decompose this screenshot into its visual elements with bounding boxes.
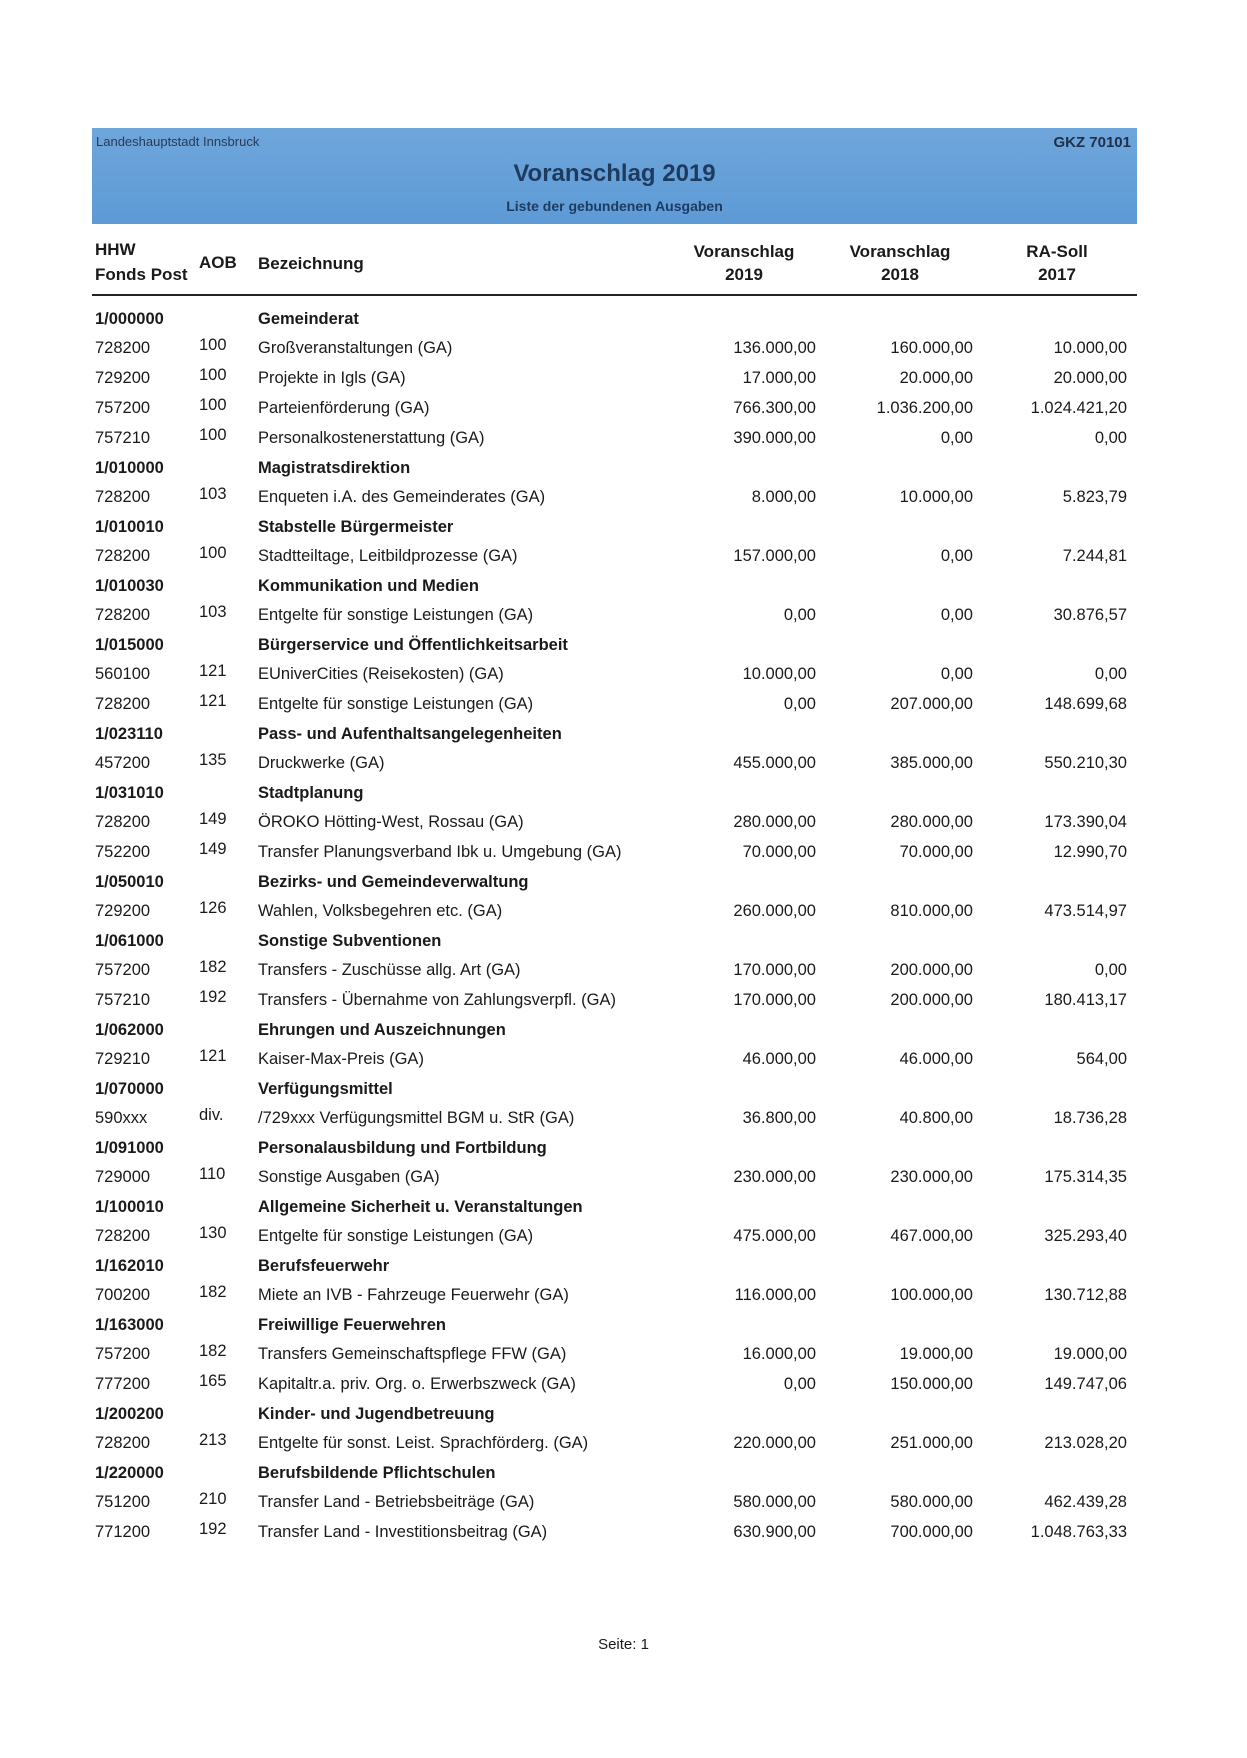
bezeichnung-cell: Entgelte für sonstige Leistungen (GA) — [258, 1227, 534, 1245]
table-row — [92, 1164, 1137, 1194]
table-row — [92, 335, 1137, 365]
ra-soll-2017-cell: 30.876,57 — [1053, 606, 1127, 624]
fonds-post-cell: 777200 — [95, 1375, 151, 1393]
bezeichnung-cell: Transfer Land - Investitionsbeitrag (GA) — [258, 1523, 548, 1541]
voranschlag-2019-cell: 136.000,00 — [733, 339, 816, 357]
fonds-post-cell: 751200 — [95, 1493, 151, 1511]
fonds-post-cell: 560100 — [95, 665, 151, 683]
fonds-post-cell: 757210 — [95, 991, 151, 1009]
bezeichnung-cell: Entgelte für sonstige Leistungen (GA) — [258, 695, 534, 713]
ra-soll-2017-cell: 148.699,68 — [1044, 695, 1127, 713]
ra-soll-2017-cell: 325.293,40 — [1044, 1227, 1127, 1245]
bezeichnung-cell: Bürgerservice und Öffentlichkeitsarbeit — [258, 636, 568, 654]
fonds-post-cell: 457200 — [95, 754, 151, 772]
column-voranschlag-2018 — [820, 240, 980, 286]
voranschlag-2019-cell: 46.000,00 — [742, 1050, 816, 1068]
section-row — [92, 1253, 1137, 1282]
section-row — [92, 1460, 1137, 1489]
bezeichnung-cell: Stadtteiltage, Leitbildprozesse (GA) — [258, 547, 518, 565]
voranschlag-2018-cell: 19.000,00 — [899, 1345, 973, 1363]
aob-cell: 121 — [199, 1047, 227, 1065]
voranschlag-2018-cell: 810.000,00 — [890, 902, 973, 920]
column-voranschlag-2019 — [664, 240, 824, 286]
bezeichnung-cell: Pass- und Aufenthaltsangelegenheiten — [258, 725, 562, 743]
voranschlag-2019-cell: 475.000,00 — [733, 1227, 816, 1245]
fonds-post-cell: 1/061000 — [95, 932, 164, 950]
fonds-post-cell: 1/031010 — [95, 784, 164, 802]
column-year: 2018 — [881, 265, 919, 284]
fonds-post-cell: 728200 — [95, 547, 151, 565]
bezeichnung-cell: Enqueten i.A. des Gemeinderates (GA) — [258, 488, 546, 506]
fonds-post-cell: 728200 — [95, 1227, 151, 1245]
column-ra-soll-2017 — [977, 240, 1137, 286]
table-row — [92, 1489, 1137, 1519]
bezeichnung-cell: Stadtplanung — [258, 784, 364, 802]
voranschlag-2019-cell: 220.000,00 — [733, 1434, 816, 1452]
bezeichnung-cell: Entgelte für sonstige Leistungen (GA) — [258, 606, 534, 624]
bezeichnung-cell: Berufsbildende Pflichtschulen — [258, 1464, 496, 1482]
voranschlag-2018-cell: 207.000,00 — [890, 695, 973, 713]
section-row — [92, 1076, 1137, 1105]
fonds-post-cell: 728200 — [95, 488, 151, 506]
table-row — [92, 1046, 1137, 1076]
voranschlag-2018-cell: 70.000,00 — [899, 843, 973, 861]
fonds-post-cell: 1/010030 — [95, 577, 164, 595]
fonds-post-cell: 729200 — [95, 369, 151, 387]
table-row — [92, 691, 1137, 721]
bezeichnung-cell: ÖROKO Hötting-West, Rossau (GA) — [258, 813, 524, 831]
bezeichnung-cell: Entgelte für sonst. Leist. Sprachförderg. (GA) — [258, 1434, 589, 1452]
ra-soll-2017-cell: 0,00 — [1094, 665, 1127, 683]
voranschlag-2019-cell: 0,00 — [783, 606, 816, 624]
table-row — [92, 1223, 1137, 1253]
column-fonds-post: Fonds Post — [95, 265, 188, 284]
voranschlag-2018-cell: 1.036.200,00 — [876, 399, 973, 417]
bezeichnung-cell: Druckwerke (GA) — [258, 754, 385, 772]
section-row — [92, 573, 1137, 602]
section-row — [92, 928, 1137, 957]
voranschlag-2019-cell: 36.800,00 — [742, 1109, 816, 1127]
ra-soll-2017-cell: 149.747,06 — [1044, 1375, 1127, 1393]
column-label: Voranschlag — [693, 242, 795, 261]
organization-name: Landeshauptstadt Innsbruck — [96, 134, 260, 149]
bezeichnung-cell: Magistratsdirektion — [258, 459, 411, 477]
bezeichnung-cell: Wahlen, Volksbegehren etc. (GA) — [258, 902, 503, 920]
voranschlag-2018-cell: 200.000,00 — [890, 961, 973, 979]
aob-cell: 103 — [199, 603, 227, 621]
aob-cell: 126 — [199, 899, 227, 917]
column-hhw: HHW — [95, 240, 136, 259]
section-row — [92, 1017, 1137, 1046]
bezeichnung-cell: Personalausbildung und Fortbildung — [258, 1139, 547, 1157]
table-row — [92, 1105, 1137, 1135]
ra-soll-2017-cell: 173.390,04 — [1044, 813, 1127, 831]
voranschlag-2018-cell: 0,00 — [940, 429, 973, 447]
bezeichnung-cell: Sonstige Subventionen — [258, 932, 442, 950]
gkz-code: GKZ 70101 — [1053, 134, 1131, 151]
fonds-post-cell: 1/023110 — [95, 725, 163, 743]
fonds-post-cell: 590xxx — [95, 1109, 148, 1127]
section-row — [92, 721, 1137, 750]
ra-soll-2017-cell: 564,00 — [1076, 1050, 1127, 1068]
table-row — [92, 750, 1137, 780]
bezeichnung-cell: Kapitaltr.a. priv. Org. o. Erwerbszweck (GA) — [258, 1375, 576, 1393]
table-row — [92, 484, 1137, 514]
ra-soll-2017-cell: 473.514,97 — [1044, 902, 1127, 920]
voranschlag-2018-cell: 700.000,00 — [890, 1523, 973, 1541]
voranschlag-2019-cell: 280.000,00 — [733, 813, 816, 831]
fonds-post-cell: 728200 — [95, 1434, 151, 1452]
aob-cell: 149 — [199, 810, 227, 828]
bezeichnung-cell: Transfer Planungsverband Ibk u. Umgebung (GA) — [258, 843, 622, 861]
bezeichnung-cell: Ehrungen und Auszeichnungen — [258, 1021, 506, 1039]
fonds-post-cell: 728200 — [95, 606, 151, 624]
table-row — [92, 809, 1137, 839]
voranschlag-2018-cell: 46.000,00 — [899, 1050, 973, 1068]
bezeichnung-cell: Transfers - Übernahme von Zahlungsverpfl. (GA) — [258, 991, 616, 1009]
fonds-post-cell: 1/200200 — [95, 1405, 164, 1423]
table-row — [92, 395, 1137, 425]
table-row — [92, 839, 1137, 869]
bezeichnung-cell: Transfer Land - Betriebsbeiträge (GA) — [258, 1493, 535, 1511]
aob-cell: 192 — [199, 988, 227, 1006]
bezeichnung-cell: Freiwillige Feuerwehren — [258, 1316, 446, 1334]
fonds-post-cell: 1/050010 — [95, 873, 164, 891]
fonds-post-cell: 1/091000 — [95, 1139, 164, 1157]
section-row — [92, 632, 1137, 661]
voranschlag-2019-cell: 116.000,00 — [734, 1286, 816, 1304]
table-row — [92, 898, 1137, 928]
voranschlag-2018-cell: 230.000,00 — [890, 1168, 973, 1186]
bezeichnung-cell: Berufsfeuerwehr — [258, 1257, 390, 1275]
ra-soll-2017-cell: 0,00 — [1094, 961, 1127, 979]
aob-cell: 165 — [199, 1372, 227, 1390]
aob-cell: 100 — [199, 426, 227, 444]
bezeichnung-cell: Bezirks- und Gemeindeverwaltung — [258, 873, 529, 891]
document-title: Voranschlag 2019 — [513, 160, 716, 187]
column-year: 2019 — [725, 265, 763, 284]
fonds-post-cell: 757200 — [95, 1345, 151, 1363]
ra-soll-2017-cell: 5.823,79 — [1062, 488, 1127, 506]
aob-cell: 182 — [199, 1283, 227, 1301]
voranschlag-2019-cell: 10.000,00 — [742, 665, 816, 683]
section-row — [92, 1135, 1137, 1164]
voranschlag-2019-cell: 0,00 — [783, 695, 816, 713]
section-row — [92, 306, 1137, 335]
fonds-post-cell: 728200 — [95, 813, 151, 831]
fonds-post-cell: 1/015000 — [95, 636, 164, 654]
ra-soll-2017-cell: 175.314,35 — [1044, 1168, 1127, 1186]
bezeichnung-cell: Projekte in Igls (GA) — [258, 369, 406, 387]
ra-soll-2017-cell: 213.028,20 — [1044, 1434, 1127, 1452]
table-row — [92, 1519, 1137, 1549]
voranschlag-2019-cell: 230.000,00 — [733, 1168, 816, 1186]
ra-soll-2017-cell: 7.244,81 — [1062, 547, 1127, 565]
section-row — [92, 1401, 1137, 1430]
aob-cell: div. — [199, 1106, 224, 1124]
column-aob: AOB — [199, 253, 237, 272]
bezeichnung-cell: Stabstelle Bürgermeister — [258, 518, 454, 536]
table-row — [92, 1430, 1137, 1460]
bezeichnung-cell: EUniverCities (Reisekosten) (GA) — [258, 665, 504, 683]
voranschlag-2019-cell: 455.000,00 — [733, 754, 816, 772]
aob-cell: 100 — [199, 336, 227, 354]
ra-soll-2017-cell: 12.990,70 — [1053, 843, 1127, 861]
bezeichnung-cell: Kaiser-Max-Preis (GA) — [258, 1050, 424, 1068]
fonds-post-cell: 757210 — [95, 429, 151, 447]
aob-cell: 103 — [199, 485, 227, 503]
ra-soll-2017-cell: 462.439,28 — [1044, 1493, 1127, 1511]
fonds-post-cell: 771200 — [95, 1523, 151, 1541]
voranschlag-2018-cell: 160.000,00 — [890, 339, 973, 357]
voranschlag-2019-cell: 580.000,00 — [733, 1493, 816, 1511]
voranschlag-2018-cell: 10.000,00 — [899, 488, 973, 506]
fonds-post-cell: 1/100010 — [95, 1198, 164, 1216]
voranschlag-2018-cell: 280.000,00 — [890, 813, 973, 831]
voranschlag-2019-cell: 70.000,00 — [742, 843, 816, 861]
fonds-post-cell: 1/163000 — [95, 1316, 164, 1334]
budget-table-body — [92, 306, 1137, 1549]
fonds-post-cell: 729200 — [95, 902, 151, 920]
voranschlag-2019-cell: 170.000,00 — [733, 961, 816, 979]
column-label: RA-Soll — [1026, 242, 1088, 261]
header-divider — [92, 294, 1137, 296]
table-row — [92, 957, 1137, 987]
ra-soll-2017-cell: 19.000,00 — [1053, 1345, 1127, 1363]
page-number: Seite: 1 — [598, 1636, 649, 1653]
bezeichnung-cell: Kinder- und Jugendbetreuung — [258, 1405, 495, 1423]
fonds-post-cell: 757200 — [95, 399, 151, 417]
ra-soll-2017-cell: 180.413,17 — [1044, 991, 1127, 1009]
aob-cell: 100 — [199, 544, 227, 562]
voranschlag-2018-cell: 40.800,00 — [899, 1109, 973, 1127]
voranschlag-2018-cell: 0,00 — [940, 606, 973, 624]
ra-soll-2017-cell: 1.048.763,33 — [1030, 1523, 1127, 1541]
table-row — [92, 987, 1137, 1017]
voranschlag-2018-cell: 20.000,00 — [899, 369, 973, 387]
table-row — [92, 543, 1137, 573]
aob-cell: 110 — [199, 1165, 226, 1183]
section-row — [92, 1312, 1137, 1341]
voranschlag-2019-cell: 0,00 — [783, 1375, 816, 1393]
bezeichnung-cell: Verfügungsmittel — [258, 1080, 393, 1098]
voranschlag-2018-cell: 251.000,00 — [890, 1434, 973, 1452]
voranschlag-2019-cell: 260.000,00 — [733, 902, 816, 920]
table-row — [92, 425, 1137, 455]
voranschlag-2018-cell: 100.000,00 — [890, 1286, 973, 1304]
voranschlag-2018-cell: 467.000,00 — [890, 1227, 973, 1245]
aob-cell: 130 — [199, 1224, 227, 1242]
table-row — [92, 661, 1137, 691]
table-row — [92, 365, 1137, 395]
section-row — [92, 1194, 1137, 1223]
voranschlag-2018-cell: 0,00 — [940, 547, 973, 565]
section-row — [92, 869, 1137, 898]
voranschlag-2019-cell: 766.300,00 — [733, 399, 816, 417]
fonds-post-cell: 1/010010 — [95, 518, 164, 536]
ra-soll-2017-cell: 130.712,88 — [1044, 1286, 1127, 1304]
fonds-post-cell: 729210 — [95, 1050, 151, 1068]
voranschlag-2018-cell: 385.000,00 — [890, 754, 973, 772]
voranschlag-2018-cell: 200.000,00 — [890, 991, 973, 1009]
aob-cell: 135 — [199, 751, 227, 769]
fonds-post-cell: 1/000000 — [95, 310, 164, 328]
bezeichnung-cell: Kommunikation und Medien — [258, 577, 479, 595]
table-row — [92, 602, 1137, 632]
bezeichnung-cell: Miete an IVB - Fahrzeuge Feuerwehr (GA) — [258, 1286, 569, 1304]
fonds-post-cell: 1/062000 — [95, 1021, 164, 1039]
column-label: Voranschlag — [849, 242, 951, 261]
ra-soll-2017-cell: 18.736,28 — [1053, 1109, 1127, 1127]
fonds-post-cell: 728200 — [95, 339, 151, 357]
voranschlag-2019-cell: 630.900,00 — [733, 1523, 816, 1541]
voranschlag-2019-cell: 16.000,00 — [742, 1345, 816, 1363]
fonds-post-cell: 752200 — [95, 843, 151, 861]
fonds-post-cell: 757200 — [95, 961, 151, 979]
bezeichnung-cell: Parteienförderung (GA) — [258, 399, 430, 417]
fonds-post-cell: 1/070000 — [95, 1080, 164, 1098]
aob-cell: 100 — [199, 396, 227, 414]
bezeichnung-cell: Transfers - Zuschüsse allg. Art (GA) — [258, 961, 521, 979]
ra-soll-2017-cell: 10.000,00 — [1053, 339, 1127, 357]
bezeichnung-cell: Großveranstaltungen (GA) — [258, 339, 453, 357]
voranschlag-2019-cell: 170.000,00 — [733, 991, 816, 1009]
fonds-post-cell: 729000 — [95, 1168, 151, 1186]
aob-cell: 149 — [199, 840, 227, 858]
voranschlag-2019-cell: 390.000,00 — [733, 429, 816, 447]
table-row — [92, 1341, 1137, 1371]
voranschlag-2018-cell: 0,00 — [940, 665, 973, 683]
column-year: 2017 — [1038, 265, 1076, 284]
voranschlag-2019-cell: 157.000,00 — [733, 547, 816, 565]
bezeichnung-cell: Gemeinderat — [258, 310, 359, 328]
voranschlag-2019-cell: 17.000,00 — [742, 369, 816, 387]
ra-soll-2017-cell: 550.210,30 — [1044, 754, 1127, 772]
fonds-post-cell: 1/162010 — [95, 1257, 164, 1275]
table-header — [92, 240, 1137, 292]
aob-cell: 210 — [199, 1490, 227, 1508]
bezeichnung-cell: Personalkostenerstattung (GA) — [258, 429, 485, 447]
column-bezeichnung: Bezeichnung — [258, 254, 364, 273]
voranschlag-2019-cell: 8.000,00 — [751, 488, 816, 506]
bezeichnung-cell: /729xxx Verfügungsmittel BGM u. StR (GA) — [258, 1109, 575, 1127]
table-row — [92, 1282, 1137, 1312]
voranschlag-2018-cell: 580.000,00 — [890, 1493, 973, 1511]
fonds-post-cell: 700200 — [95, 1286, 151, 1304]
document-subtitle: Liste der gebundenen Ausgaben — [506, 198, 723, 214]
fonds-post-cell: 1/220000 — [95, 1464, 164, 1482]
bezeichnung-cell: Allgemeine Sicherheit u. Veranstaltungen — [258, 1198, 583, 1216]
section-row — [92, 455, 1137, 484]
ra-soll-2017-cell: 0,00 — [1094, 429, 1127, 447]
section-row — [92, 780, 1137, 809]
aob-cell: 121 — [199, 662, 227, 680]
ra-soll-2017-cell: 1.024.421,20 — [1030, 399, 1127, 417]
aob-cell: 192 — [199, 1520, 227, 1538]
section-row — [92, 514, 1137, 543]
bezeichnung-cell: Sonstige Ausgaben (GA) — [258, 1168, 440, 1186]
aob-cell: 213 — [199, 1431, 227, 1449]
voranschlag-2018-cell: 150.000,00 — [890, 1375, 973, 1393]
fonds-post-cell: 728200 — [95, 695, 151, 713]
fonds-post-cell: 1/010000 — [95, 459, 164, 477]
table-row — [92, 1371, 1137, 1401]
ra-soll-2017-cell: 20.000,00 — [1053, 369, 1127, 387]
header-banner — [92, 128, 1137, 224]
aob-cell: 182 — [199, 1342, 227, 1360]
aob-cell: 182 — [199, 958, 227, 976]
aob-cell: 121 — [199, 692, 227, 710]
aob-cell: 100 — [199, 366, 227, 384]
bezeichnung-cell: Transfers Gemeinschaftspflege FFW (GA) — [258, 1345, 567, 1363]
